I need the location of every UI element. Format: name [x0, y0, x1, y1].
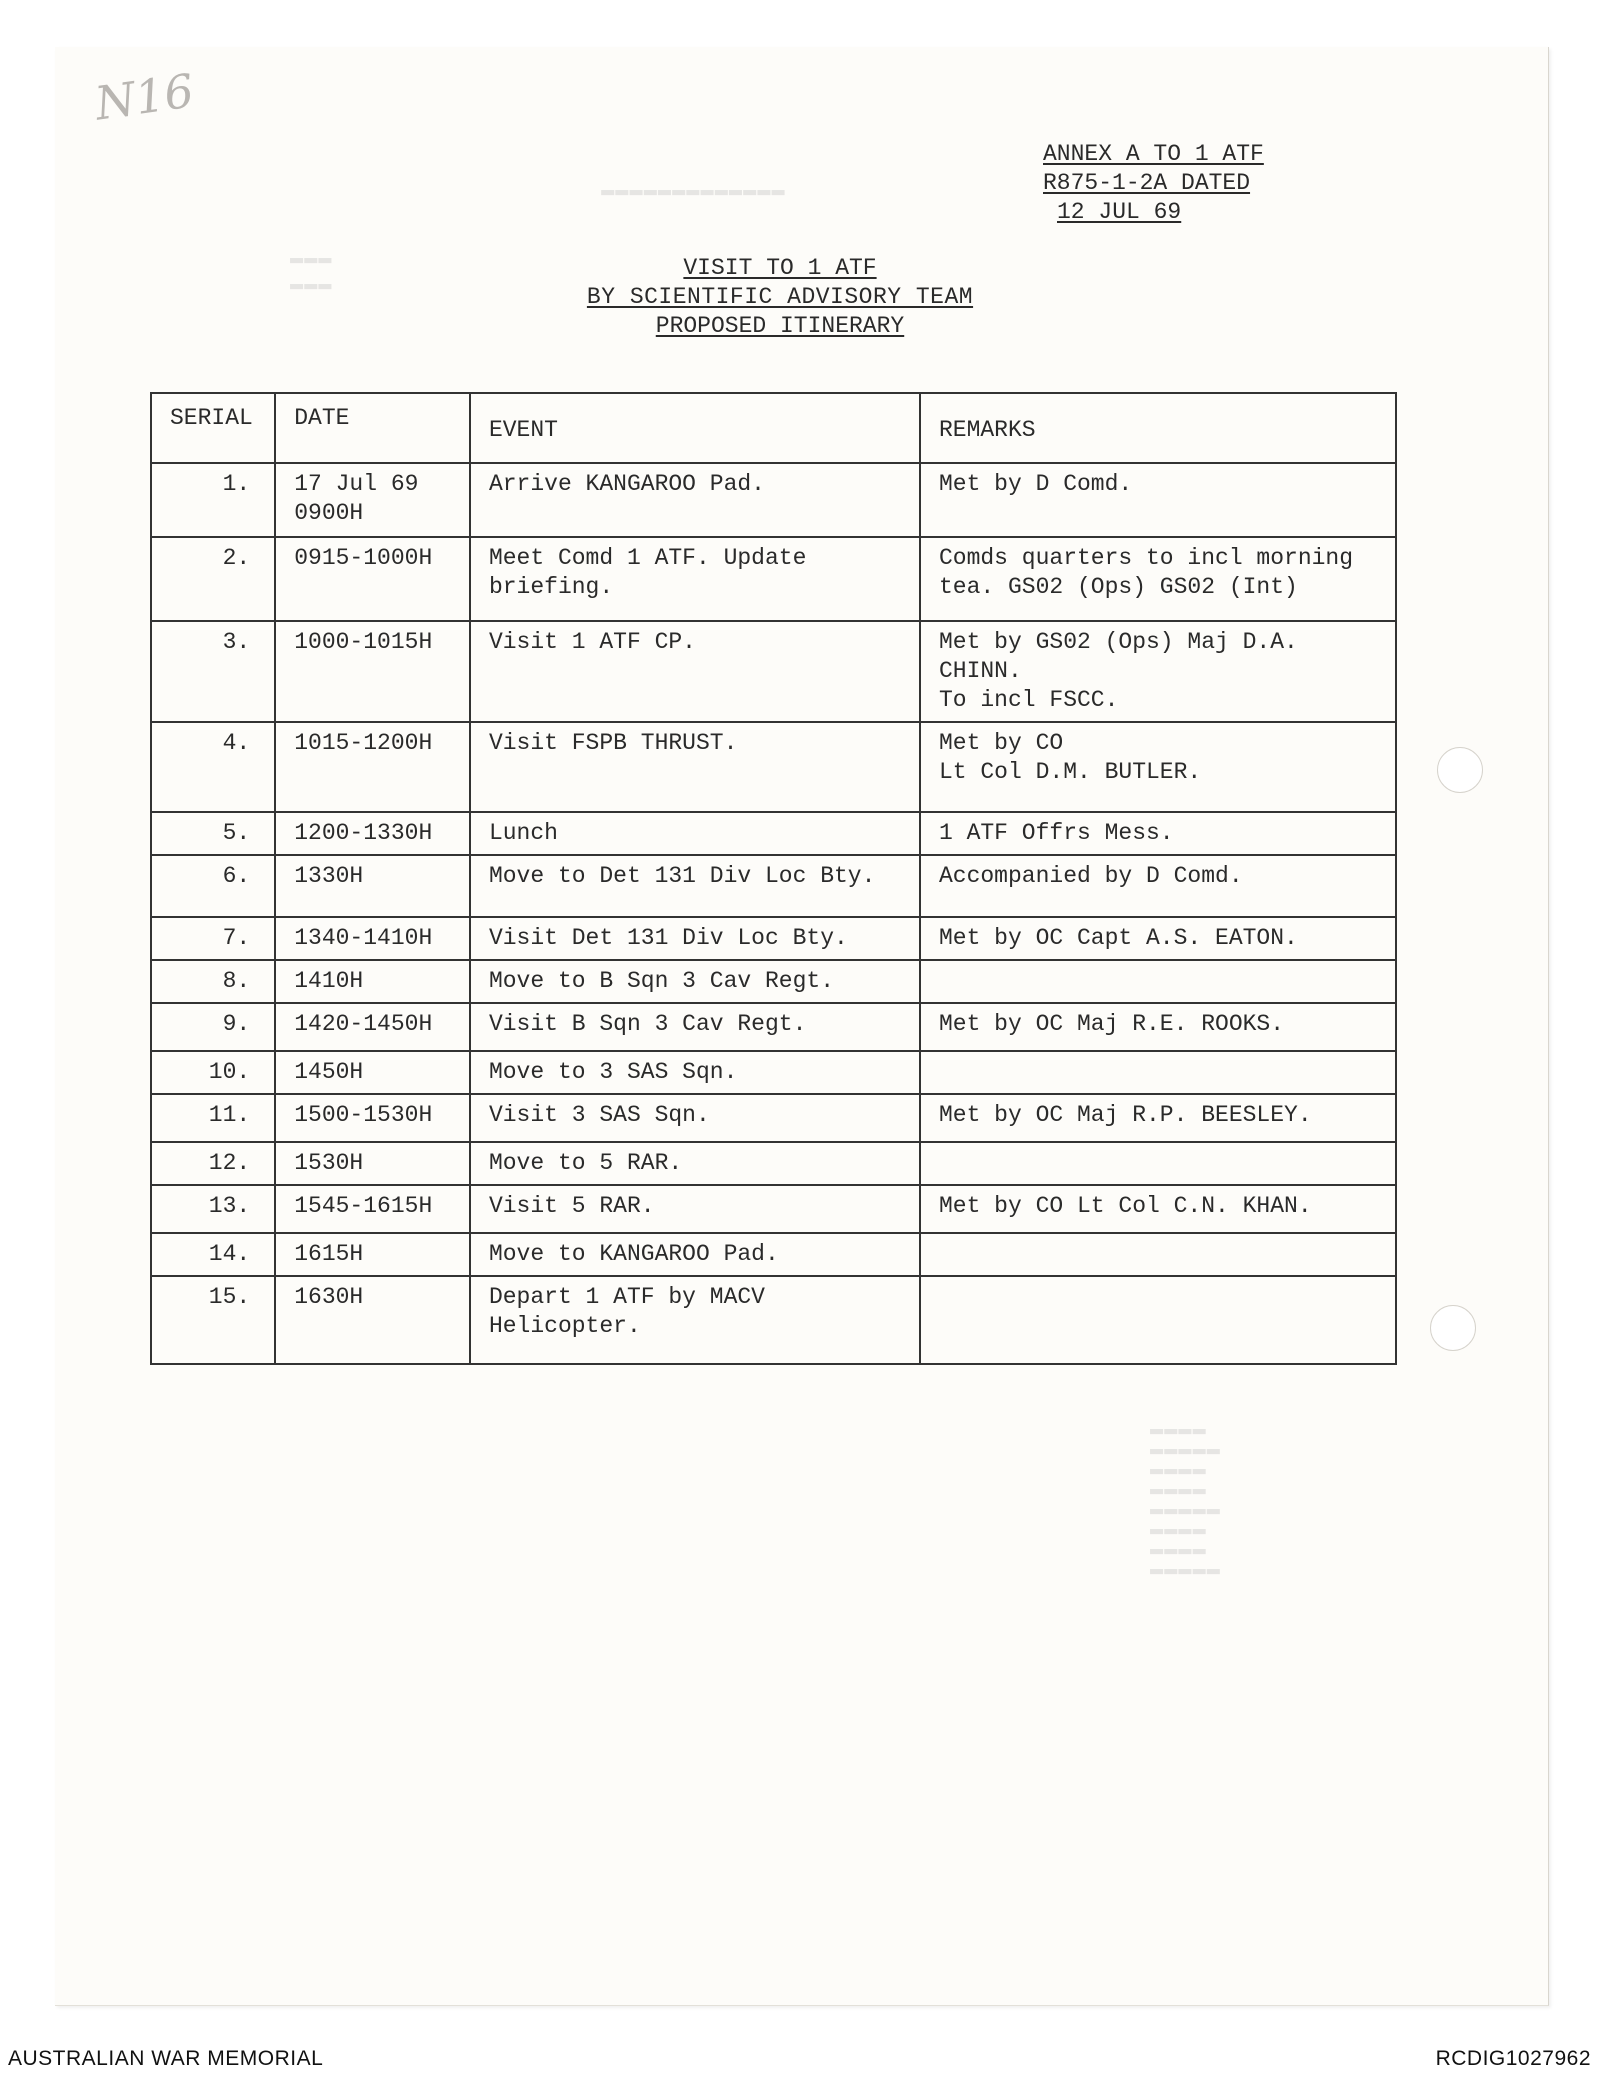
- row-serial: [151, 537, 275, 621]
- row-remarks: [920, 1051, 1396, 1094]
- table-row: [151, 855, 1396, 917]
- serial-number: 7.: [222, 925, 251, 951]
- row-remarks: Met by OC Maj R.E. ROOKS.: [920, 1003, 1396, 1051]
- row-date: 1545-1615H: [275, 1185, 470, 1233]
- table-row: [151, 1233, 1396, 1276]
- row-event: Move to 5 RAR.: [470, 1142, 920, 1185]
- row-event: Move to Det 131 Div Loc Bty.: [470, 855, 920, 917]
- handwritten-note: N16: [91, 63, 198, 131]
- serial-number: 10.: [208, 1059, 251, 1085]
- row-event: Visit 5 RAR.: [470, 1185, 920, 1233]
- bleed-through-heading: ▬▬▬▬▬▬▬▬▬▬▬▬▬: [600, 178, 785, 203]
- serial-number: 14.: [208, 1241, 251, 1267]
- serial-number: 15.: [208, 1284, 251, 1310]
- row-remarks: [920, 1233, 1396, 1276]
- row-date: 1530H: [275, 1142, 470, 1185]
- table-header-row: [151, 393, 1396, 463]
- row-remarks: Met by GS02 (Ops) Maj D.A. CHINN. To incl FSCC.: [920, 621, 1396, 722]
- row-remarks: Accompanied by D Comd.: [920, 855, 1396, 917]
- table-row: [151, 463, 1396, 537]
- row-remarks: Met by OC Capt A.S. EATON.: [920, 917, 1396, 960]
- serial-number: 11.: [208, 1102, 251, 1128]
- row-remarks: [920, 960, 1396, 1003]
- header-event: EVENT: [470, 393, 920, 463]
- row-date: 0915-1000H: [275, 537, 470, 621]
- row-date: 1410H: [275, 960, 470, 1003]
- row-event: Move to 3 SAS Sqn.: [470, 1051, 920, 1094]
- row-serial: [151, 1233, 275, 1276]
- row-serial: [151, 722, 275, 812]
- table-row: [151, 917, 1396, 960]
- row-date: 1450H: [275, 1051, 470, 1094]
- table-row: [151, 621, 1396, 722]
- row-event: Lunch: [470, 812, 920, 855]
- row-serial: [151, 621, 275, 722]
- row-remarks: [920, 1142, 1396, 1185]
- table-row: [151, 1276, 1396, 1364]
- table-row: [151, 1142, 1396, 1185]
- row-date: 1015-1200H: [275, 722, 470, 812]
- table-row: [151, 960, 1396, 1003]
- serial-number: 13.: [208, 1193, 251, 1219]
- serial-number: 1.: [222, 471, 251, 497]
- row-remarks: Comds quarters to incl morning tea. GS02 (Ops) GS02 (Int): [920, 537, 1396, 621]
- serial-number: 4.: [222, 730, 251, 756]
- header-serial: SERIAL: [151, 393, 275, 463]
- row-serial: [151, 812, 275, 855]
- document-title: [500, 254, 1060, 341]
- annex-line: ANNEX A TO 1 ATF: [1043, 141, 1264, 167]
- row-serial: [151, 855, 275, 917]
- footer-id: RCDIG1027962: [1435, 2047, 1591, 2070]
- punch-hole-bottom: [1430, 1305, 1476, 1351]
- row-date: 1630H: [275, 1276, 470, 1364]
- row-event: Move to KANGAROO Pad.: [470, 1233, 920, 1276]
- table-row: [151, 1094, 1396, 1142]
- footer-source: AUSTRALIAN WAR MEMORIAL: [8, 2047, 324, 2070]
- row-date: 1500-1530H: [275, 1094, 470, 1142]
- row-date: 1000-1015H: [275, 621, 470, 722]
- row-remarks: Met by OC Maj R.P. BEESLEY.: [920, 1094, 1396, 1142]
- row-event: Move to B Sqn 3 Cav Regt.: [470, 960, 920, 1003]
- row-event: Arrive KANGAROO Pad.: [470, 463, 920, 537]
- row-date: 17 Jul 69 0900H: [275, 463, 470, 537]
- row-event: Visit FSPB THRUST.: [470, 722, 920, 812]
- row-serial: [151, 917, 275, 960]
- table-row: [151, 1003, 1396, 1051]
- table-row: [151, 812, 1396, 855]
- title-line: BY SCIENTIFIC ADVISORY TEAM: [586, 284, 974, 310]
- annex-line: R875-1-2A DATED: [1043, 170, 1251, 196]
- row-event: Meet Comd 1 ATF. Update briefing.: [470, 537, 920, 621]
- table-row: [151, 1185, 1396, 1233]
- itinerary-table: [150, 392, 1397, 1365]
- table-row: [151, 722, 1396, 812]
- serial-number: 3.: [222, 629, 251, 655]
- row-date: 1200-1330H: [275, 812, 470, 855]
- row-event: Visit 1 ATF CP.: [470, 621, 920, 722]
- punch-hole-top: [1437, 747, 1483, 793]
- title-line: PROPOSED ITINERARY: [655, 313, 905, 339]
- row-date: 1330H: [275, 855, 470, 917]
- row-event: Visit Det 131 Div Loc Bty.: [470, 917, 920, 960]
- row-event: Depart 1 ATF by MACV Helicopter.: [470, 1276, 920, 1364]
- serial-number: 2.: [222, 545, 251, 571]
- row-serial: [151, 1185, 275, 1233]
- row-remarks: Met by CO Lt Col D.M. BUTLER.: [920, 722, 1396, 812]
- row-remarks: [920, 1276, 1396, 1364]
- row-remarks: Met by CO Lt Col C.N. KHAN.: [920, 1185, 1396, 1233]
- row-remarks: Met by D Comd.: [920, 463, 1396, 537]
- serial-number: 9.: [222, 1011, 251, 1037]
- row-serial: [151, 960, 275, 1003]
- row-serial: [151, 1276, 275, 1364]
- serial-number: 5.: [222, 820, 251, 846]
- header-date: DATE: [275, 393, 470, 463]
- serial-number: 12.: [208, 1150, 251, 1176]
- row-event: Visit B Sqn 3 Cav Regt.: [470, 1003, 920, 1051]
- row-date: 1615H: [275, 1233, 470, 1276]
- row-date: 1340-1410H: [275, 917, 470, 960]
- header-remarks: REMARKS: [920, 393, 1396, 463]
- row-serial: [151, 1003, 275, 1051]
- row-serial: [151, 463, 275, 537]
- row-remarks: 1 ATF Offrs Mess.: [920, 812, 1396, 855]
- annex-reference: [1043, 140, 1264, 227]
- title-line: VISIT TO 1 ATF: [683, 255, 877, 281]
- table-row: [151, 1051, 1396, 1094]
- row-date: 1420-1450H: [275, 1003, 470, 1051]
- row-serial: [151, 1094, 275, 1142]
- table-row: [151, 537, 1396, 621]
- bleed-through-lines: ▬▬▬▬ ▬▬▬▬▬ ▬▬▬▬ ▬▬▬▬ ▬▬▬▬▬ ▬▬▬▬ ▬▬▬▬ ▬▬▬▬▬: [1150, 1417, 1222, 1582]
- serial-number: 8.: [222, 968, 251, 994]
- annex-date: 12 JUL 69: [1057, 199, 1182, 225]
- row-serial: [151, 1142, 275, 1185]
- bleed-through-block: ▬▬▬ ▬▬▬: [290, 246, 333, 297]
- row-event: Visit 3 SAS Sqn.: [470, 1094, 920, 1142]
- serial-number: 6.: [222, 863, 251, 889]
- row-serial: [151, 1051, 275, 1094]
